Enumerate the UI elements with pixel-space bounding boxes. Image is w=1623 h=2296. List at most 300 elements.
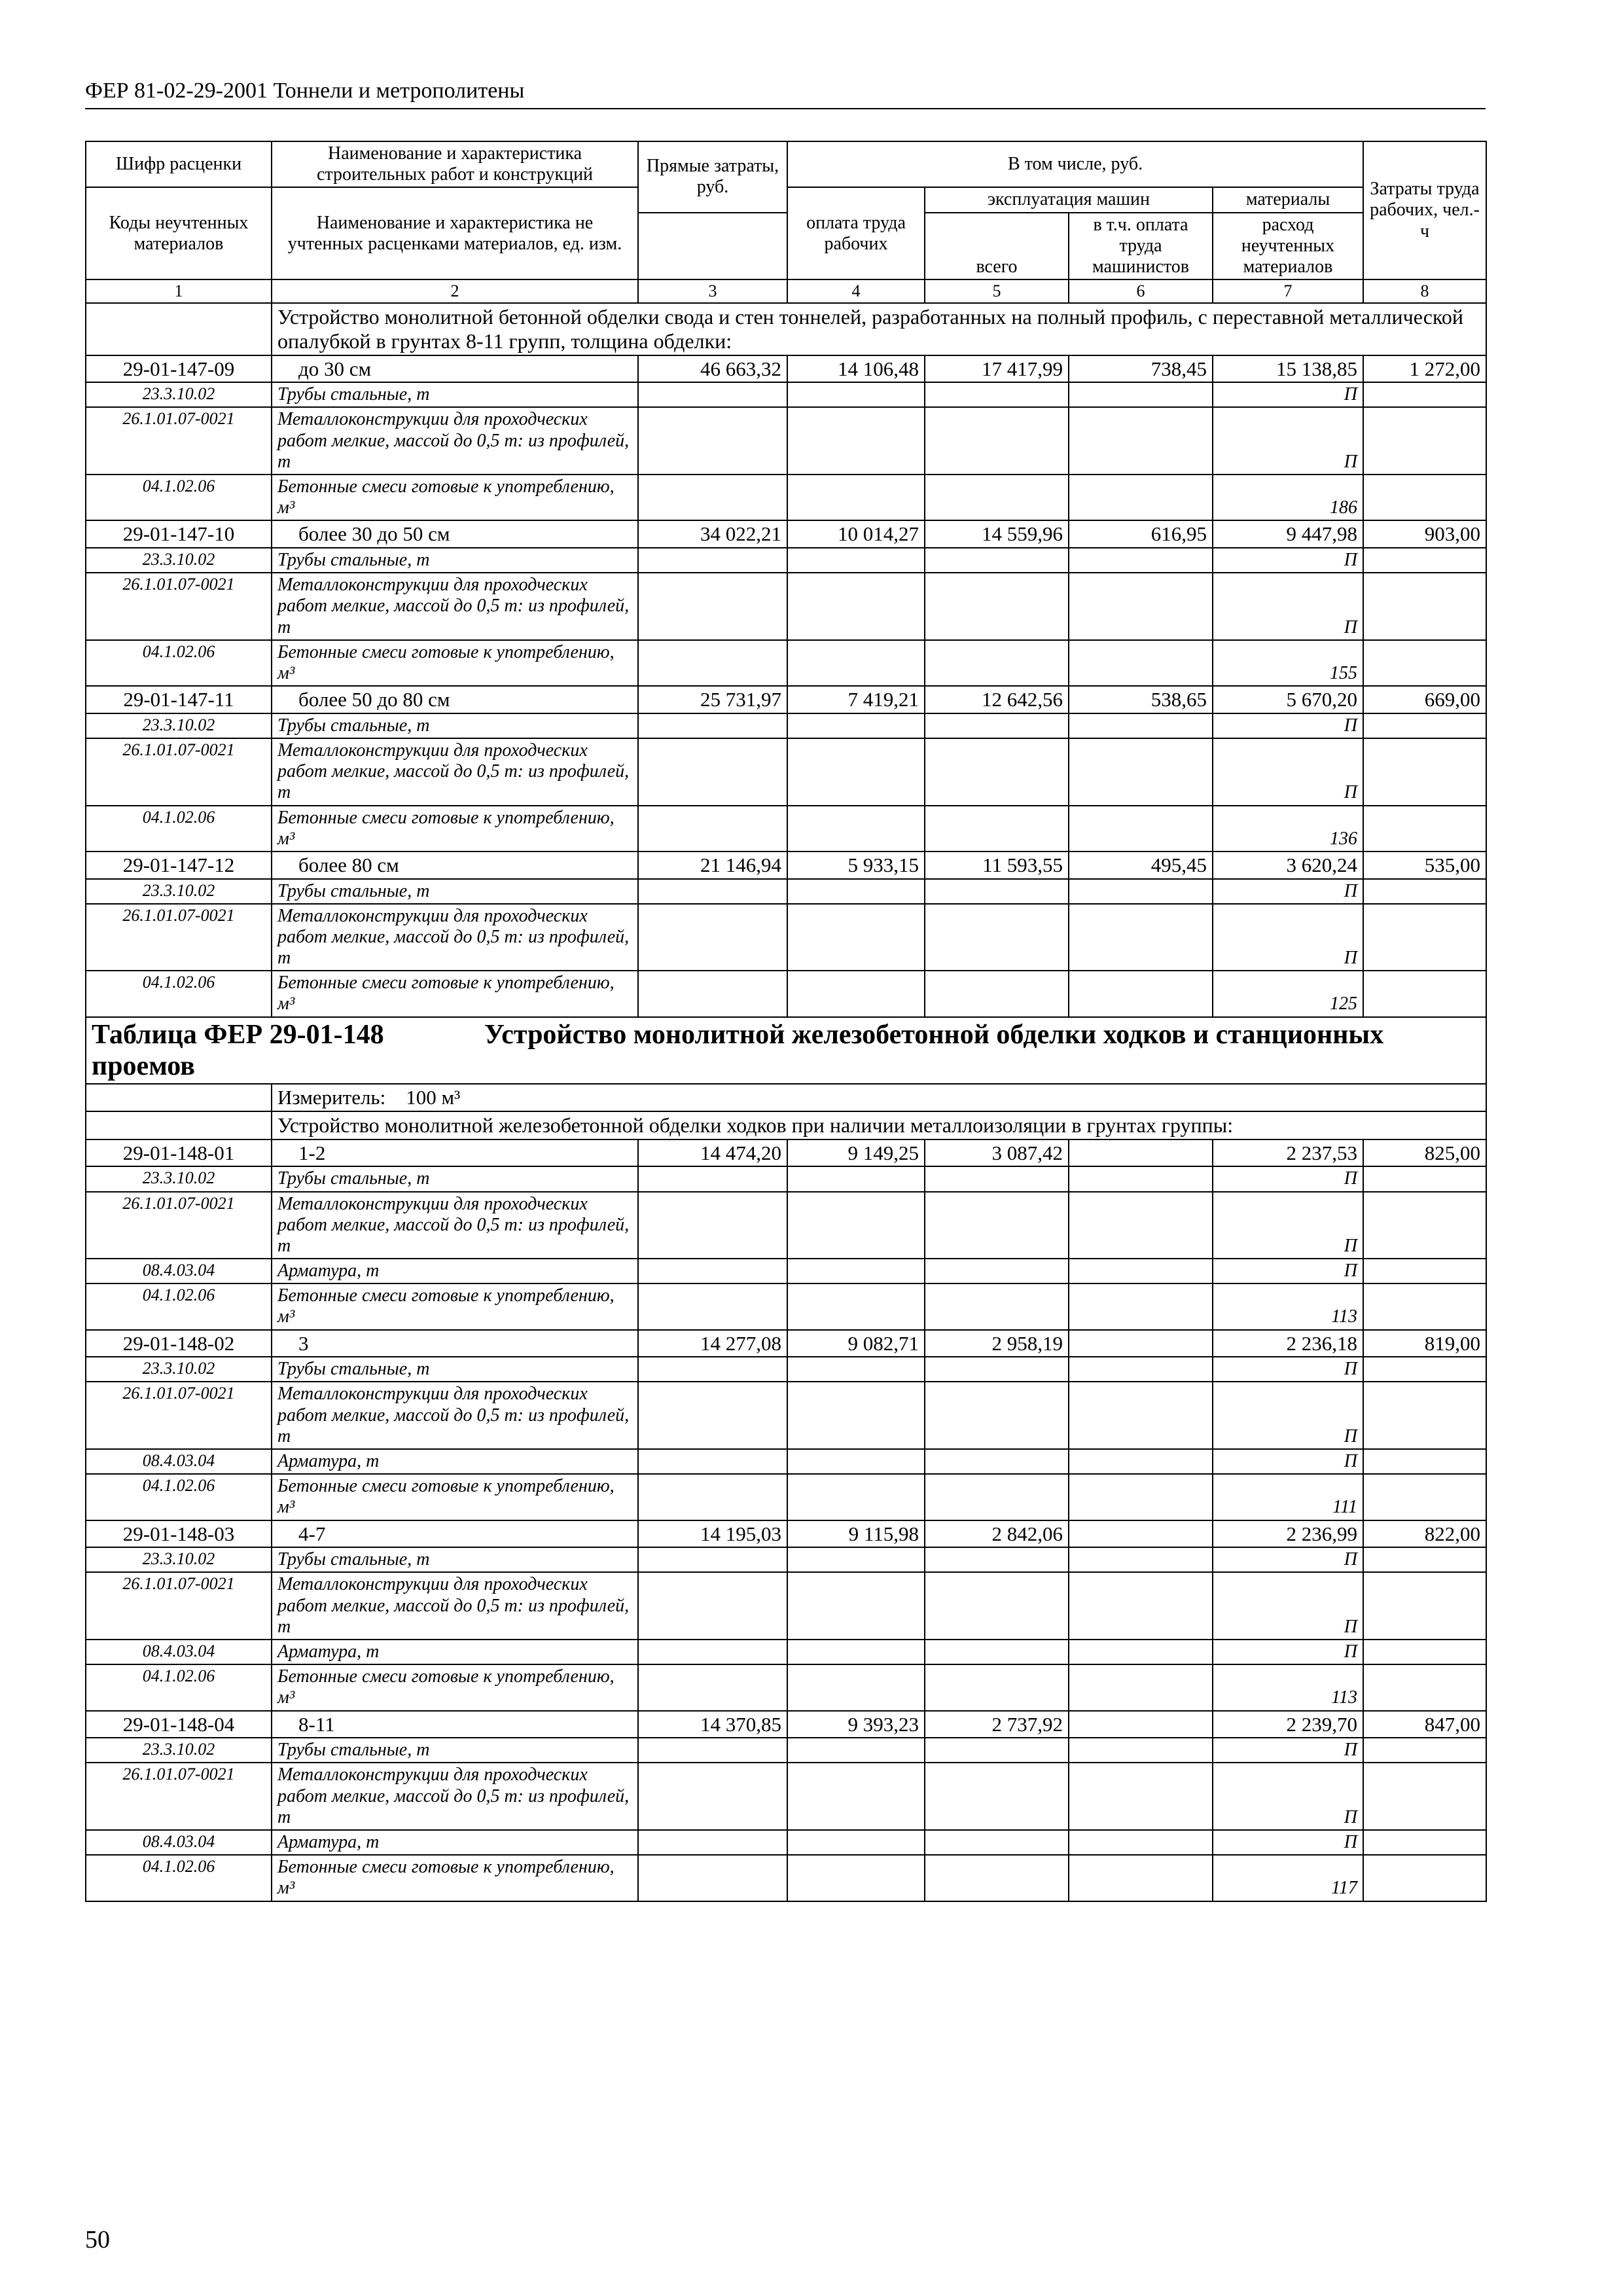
wages-cost: 10 014,27 (787, 520, 925, 548)
empty-cell (787, 1192, 925, 1259)
material-code: 04.1.02.06 (86, 475, 272, 520)
empty-cell (638, 971, 787, 1016)
material-code: 26.1.01.07-0021 (86, 1382, 272, 1449)
rate-code: 29-01-147-10 (86, 520, 272, 548)
material-code: 04.1.02.06 (86, 1664, 272, 1710)
material-use: П (1213, 1166, 1363, 1191)
empty-cell (787, 475, 925, 520)
material-code: 26.1.01.07-0021 (86, 1763, 272, 1830)
material-row (86, 1449, 1486, 1474)
empty-cell (925, 548, 1069, 573)
material-code: 26.1.01.07-0021 (86, 1192, 272, 1259)
rate-code: 29-01-147-12 (86, 852, 272, 879)
empty-cell (638, 1664, 787, 1710)
empty-cell (787, 1382, 925, 1449)
empty-cell (787, 1763, 925, 1830)
empty-cell (1069, 1192, 1213, 1259)
col-number: 2 (272, 279, 638, 303)
empty-cell (787, 904, 925, 971)
machinist-wages: 495,45 (1069, 852, 1213, 879)
rate-name: 4-7 (272, 1520, 638, 1548)
col-number: 1 (86, 279, 272, 303)
empty-cell (925, 971, 1069, 1016)
material-row (86, 382, 1486, 407)
empty-cell (1069, 1474, 1213, 1520)
empty-cell (638, 407, 787, 475)
wages-cost: 9 115,98 (787, 1520, 925, 1548)
col-code-top: Шифр расценки (86, 141, 272, 187)
material-use: 186 (1213, 475, 1363, 520)
labor-hours: 819,00 (1363, 1330, 1486, 1357)
material-code: 23.3.10.02 (86, 382, 272, 407)
empty-cell (638, 1259, 787, 1283)
empty-cell (1363, 1259, 1486, 1283)
material-name: Арматура, т (272, 1449, 638, 1474)
material-name: Трубы стальные, т (272, 713, 638, 738)
price-table (85, 141, 1487, 1902)
empty-cell (925, 1572, 1069, 1640)
materials-cost: 2 236,18 (1213, 1330, 1363, 1357)
empty-cell (925, 1855, 1069, 1901)
empty-cell (1363, 1572, 1486, 1640)
material-use: 117 (1213, 1855, 1363, 1901)
empty-cell (925, 904, 1069, 971)
material-row (86, 904, 1486, 971)
empty-cell (787, 640, 925, 686)
machines-total: 11 593,55 (925, 852, 1069, 879)
machinist-wages: 616,95 (1069, 520, 1213, 548)
unit-cell (272, 1084, 1486, 1111)
material-name: Трубы стальные, т (272, 1738, 638, 1763)
materials-cost: 2 236,99 (1213, 1520, 1363, 1548)
empty-cell (787, 806, 925, 852)
material-use: 113 (1213, 1283, 1363, 1329)
machines-total: 14 559,96 (925, 520, 1069, 548)
empty-cell (925, 640, 1069, 686)
rate-name: до 30 см (272, 355, 638, 383)
rate-row (86, 520, 1486, 548)
empty-cell (1363, 806, 1486, 852)
empty-cell (925, 738, 1069, 806)
material-use: П (1213, 1449, 1363, 1474)
material-code: 26.1.01.07-0021 (86, 573, 272, 640)
empty-cell (787, 713, 925, 738)
empty-cell (638, 640, 787, 686)
material-name: Арматура, т (272, 1640, 638, 1664)
material-row (86, 548, 1486, 573)
empty-cell (1069, 1357, 1213, 1382)
material-row (86, 1166, 1486, 1191)
empty-cell (1069, 475, 1213, 520)
empty-cell (638, 382, 787, 407)
rate-name: более 50 до 80 см (272, 686, 638, 713)
material-use: 125 (1213, 971, 1363, 1016)
material-name: Трубы стальные, т (272, 1166, 638, 1191)
empty-cell (1069, 971, 1213, 1016)
empty-cell (638, 1640, 787, 1664)
direct-cost: 34 022,21 (638, 520, 787, 548)
empty-cell (925, 1382, 1069, 1449)
material-code: 23.3.10.02 (86, 1357, 272, 1382)
material-use: П (1213, 879, 1363, 904)
page-number: 50 (85, 2226, 110, 2253)
col-name-top: Наименование и характеристика строительных работ и конструкций (272, 141, 638, 187)
col-mat-use: расход неучтенных материалов (1213, 213, 1363, 280)
col-materials: материалы (1213, 187, 1363, 212)
empty-cell (638, 1166, 787, 1191)
empty-cell (638, 1449, 787, 1474)
empty-cell (1069, 1763, 1213, 1830)
material-use: П (1213, 1572, 1363, 1640)
empty-cell (638, 1572, 787, 1640)
labor-hours: 1 272,00 (1363, 355, 1486, 383)
material-row (86, 1259, 1486, 1283)
material-use: 113 (1213, 1664, 1363, 1710)
empty-cell (787, 1572, 925, 1640)
empty-cell (1363, 1166, 1486, 1191)
material-row (86, 407, 1486, 475)
empty-cell (925, 382, 1069, 407)
empty-cell (1069, 1382, 1213, 1449)
wages-cost: 14 106,48 (787, 355, 925, 383)
material-use: П (1213, 713, 1363, 738)
machinist-wages (1069, 1330, 1213, 1357)
material-name: Трубы стальные, т (272, 1547, 638, 1572)
material-name: Металлоконструкции для проходческих работ мелкие, массой до 0,5 т: из профилей, т (272, 573, 638, 640)
col-mach-total: всего (925, 213, 1069, 280)
empty-cell (787, 1664, 925, 1710)
material-code: 23.3.10.02 (86, 548, 272, 573)
empty-cell (638, 904, 787, 971)
material-name: Металлоконструкции для проходческих работ мелкие, массой до 0,5 т: из профилей, т (272, 1763, 638, 1830)
empty-cell (638, 1547, 787, 1572)
machines-total: 2 842,06 (925, 1520, 1069, 1548)
material-use: П (1213, 1547, 1363, 1572)
empty-cell (1069, 640, 1213, 686)
table-title-number: Таблица ФЕР 29-01-148 (92, 1019, 384, 1050)
empty-cell (787, 1166, 925, 1191)
rate-name: 3 (272, 1330, 638, 1357)
empty-cell (1069, 1830, 1213, 1855)
table-title (86, 1017, 1486, 1085)
empty-cell (1069, 1664, 1213, 1710)
material-name: Бетонные смеси готовые к употреблению, м³ (272, 1283, 638, 1329)
labor-hours: 903,00 (1363, 520, 1486, 548)
material-name: Бетонные смеси готовые к употреблению, м³ (272, 971, 638, 1016)
material-code: 26.1.01.07-0021 (86, 1572, 272, 1640)
direct-cost: 14 195,03 (638, 1520, 787, 1548)
col-number: 4 (787, 279, 925, 303)
empty-cell (1069, 573, 1213, 640)
material-name: Бетонные смеси готовые к употреблению, м³ (272, 475, 638, 520)
section-title: Устройство монолитной железобетонной обделки ходков при наличии металлоизоляции в грунтах группы: (272, 1111, 1486, 1139)
direct-cost: 14 277,08 (638, 1330, 787, 1357)
rate-row (86, 686, 1486, 713)
material-use: П (1213, 1192, 1363, 1259)
material-code: 23.3.10.02 (86, 713, 272, 738)
empty-cell (1363, 1763, 1486, 1830)
material-name: Бетонные смеси готовые к употреблению, м³ (272, 806, 638, 852)
material-row (86, 1830, 1486, 1855)
material-row (86, 1572, 1486, 1640)
col-incl: В том числе, руб. (787, 141, 1363, 187)
material-code: 23.3.10.02 (86, 1166, 272, 1191)
empty-cell (1069, 1640, 1213, 1664)
material-use: П (1213, 1382, 1363, 1449)
empty-cell (1069, 1572, 1213, 1640)
empty-cell (1069, 1547, 1213, 1572)
material-name: Металлоконструкции для проходческих работ мелкие, массой до 0,5 т: из профилей, т (272, 904, 638, 971)
rate-row (86, 1330, 1486, 1357)
empty-cell (638, 1738, 787, 1763)
material-row (86, 738, 1486, 806)
empty-cell (638, 475, 787, 520)
col-direct: Прямые затраты, руб. (638, 141, 787, 213)
empty-cell (925, 1192, 1069, 1259)
material-row (86, 806, 1486, 852)
wages-cost: 9 393,23 (787, 1711, 925, 1738)
material-row (86, 1738, 1486, 1763)
empty-cell (925, 1449, 1069, 1474)
empty-cell (1363, 713, 1486, 738)
rate-name: более 30 до 50 см (272, 520, 638, 548)
material-row (86, 1357, 1486, 1382)
empty-cell (787, 1259, 925, 1283)
empty-cell (925, 879, 1069, 904)
machines-total: 17 417,99 (925, 355, 1069, 383)
material-row (86, 1283, 1486, 1329)
empty-cell (925, 407, 1069, 475)
labor-hours: 535,00 (1363, 852, 1486, 879)
material-row (86, 713, 1486, 738)
empty-cell (638, 1357, 787, 1382)
material-row (86, 1640, 1486, 1664)
empty-cell (1363, 1449, 1486, 1474)
material-code: 23.3.10.02 (86, 879, 272, 904)
material-code: 04.1.02.06 (86, 806, 272, 852)
material-code: 08.4.03.04 (86, 1830, 272, 1855)
wages-cost: 9 149,25 (787, 1139, 925, 1167)
material-name: Металлоконструкции для проходческих работ мелкие, массой до 0,5 т: из профилей, т (272, 1192, 638, 1259)
labor-hours: 825,00 (1363, 1139, 1486, 1167)
material-name: Металлоконструкции для проходческих работ мелкие, массой до 0,5 т: из профилей, т (272, 1382, 638, 1449)
rate-code: 29-01-147-09 (86, 355, 272, 383)
rate-row (86, 852, 1486, 879)
empty-cell (86, 1084, 272, 1111)
empty-cell (925, 1547, 1069, 1572)
empty-cell (787, 1474, 925, 1520)
empty-cell (925, 1166, 1069, 1191)
empty-cell (1069, 879, 1213, 904)
empty-cell (638, 1830, 787, 1855)
rate-row (86, 355, 1486, 383)
col-number: 3 (638, 279, 787, 303)
labor-hours: 847,00 (1363, 1711, 1486, 1738)
material-code: 04.1.02.06 (86, 1283, 272, 1329)
wages-cost: 9 082,71 (787, 1330, 925, 1357)
direct-cost: 14 474,20 (638, 1139, 787, 1167)
direct-cost: 46 663,32 (638, 355, 787, 383)
empty-cell (1363, 1547, 1486, 1572)
empty-cell (1363, 1283, 1486, 1329)
section-title: Устройство монолитной бетонной обделки свода и стен тоннелей, разработанных на полный профиль, с переставной металлической опалубкой в грунтах 8-11 групп, толщина обделки: (272, 303, 1486, 355)
material-code: 26.1.01.07-0021 (86, 738, 272, 806)
empty-cell (1363, 738, 1486, 806)
empty-cell (638, 1192, 787, 1259)
table-title-text: Устройство монолитной железобетонной обделки ходков и станционных проемов (92, 1019, 1384, 1081)
material-row (86, 573, 1486, 640)
materials-cost: 5 670,20 (1213, 686, 1363, 713)
empty-cell (1069, 1166, 1213, 1191)
material-row (86, 1474, 1486, 1520)
material-code: 23.3.10.02 (86, 1738, 272, 1763)
rate-name: 1-2 (272, 1139, 638, 1167)
material-row (86, 1855, 1486, 1901)
machinist-wages (1069, 1139, 1213, 1167)
rate-code: 29-01-148-04 (86, 1711, 272, 1738)
empty-cell (787, 1283, 925, 1329)
material-use: П (1213, 1738, 1363, 1763)
empty-cell (1069, 738, 1213, 806)
empty-cell (1069, 1259, 1213, 1283)
materials-cost: 2 239,70 (1213, 1711, 1363, 1738)
empty-cell (1069, 1738, 1213, 1763)
empty-cell (925, 1763, 1069, 1830)
empty-cell (925, 713, 1069, 738)
material-row (86, 879, 1486, 904)
empty-cell (787, 1357, 925, 1382)
machines-total: 3 087,42 (925, 1139, 1069, 1167)
material-row (86, 1664, 1486, 1710)
empty-cell (1363, 475, 1486, 520)
header-rule (85, 108, 1486, 109)
empty-cell (787, 573, 925, 640)
col-labor: Затраты труда рабочих, чел.-ч (1363, 141, 1486, 279)
material-use: 155 (1213, 640, 1363, 686)
table-title-row (86, 1017, 1486, 1085)
material-name: Металлоконструкции для проходческих работ мелкие, массой до 0,5 т: из профилей, т (272, 738, 638, 806)
material-name: Металлоконструкции для проходческих работ мелкие, массой до 0,5 т: из профилей, т (272, 1572, 638, 1640)
direct-cost: 21 146,94 (638, 852, 787, 879)
empty-cell (1363, 548, 1486, 573)
empty-cell (1363, 1474, 1486, 1520)
direct-cost: 25 731,97 (638, 686, 787, 713)
machines-total: 2 958,19 (925, 1330, 1069, 1357)
empty-cell (1363, 573, 1486, 640)
material-name: Трубы стальные, т (272, 382, 638, 407)
col-wages: оплата труда рабочих (787, 187, 925, 279)
material-code: 04.1.02.06 (86, 640, 272, 686)
rate-code: 29-01-148-01 (86, 1139, 272, 1167)
empty-cell (638, 879, 787, 904)
empty-cell (638, 738, 787, 806)
empty-cell (1069, 407, 1213, 475)
machinist-wages (1069, 1520, 1213, 1548)
material-use: П (1213, 1830, 1363, 1855)
material-row (86, 1763, 1486, 1830)
material-use: П (1213, 548, 1363, 573)
rate-name: 8-11 (272, 1711, 638, 1738)
empty-cell (638, 806, 787, 852)
empty-cell (925, 1664, 1069, 1710)
empty-cell (787, 1738, 925, 1763)
empty-cell (925, 475, 1069, 520)
material-name: Бетонные смеси готовые к употреблению, м³ (272, 1474, 638, 1520)
rate-row (86, 1711, 1486, 1738)
section-row (86, 1111, 1486, 1139)
empty-cell (638, 1763, 787, 1830)
empty-cell (1363, 382, 1486, 407)
material-code: 26.1.01.07-0021 (86, 407, 272, 475)
empty-cell (1363, 904, 1486, 971)
empty-cell (787, 1855, 925, 1901)
material-name: Металлоконструкции для проходческих работ мелкие, массой до 0,5 т: из профилей, т (272, 407, 638, 475)
material-code: 08.4.03.04 (86, 1449, 272, 1474)
machines-total: 12 642,56 (925, 686, 1069, 713)
material-use: П (1213, 904, 1363, 971)
empty-cell (787, 1449, 925, 1474)
rate-row (86, 1139, 1486, 1167)
materials-cost: 15 138,85 (1213, 355, 1363, 383)
material-row (86, 1192, 1486, 1259)
material-use: П (1213, 738, 1363, 806)
material-row (86, 475, 1486, 520)
empty-cell (638, 548, 787, 573)
empty-cell (638, 1474, 787, 1520)
material-row (86, 1547, 1486, 1572)
rate-code: 29-01-148-02 (86, 1330, 272, 1357)
col-number: 7 (1213, 279, 1363, 303)
empty-cell (1069, 548, 1213, 573)
empty-cell (1363, 1830, 1486, 1855)
spacer (385, 1086, 406, 1109)
empty-cell (638, 1283, 787, 1329)
labor-hours: 669,00 (1363, 686, 1486, 713)
col-name-bottom: Наименование и характеристика не учтенных расценками материалов, ед. изм. (272, 187, 638, 279)
empty-cell (925, 1259, 1069, 1283)
material-use: 111 (1213, 1474, 1363, 1520)
empty-cell (1069, 1855, 1213, 1901)
empty-cell (1069, 806, 1213, 852)
empty-cell (1363, 640, 1486, 686)
material-name: Арматура, т (272, 1259, 638, 1283)
machines-total: 2 737,92 (925, 1711, 1069, 1738)
material-use: П (1213, 1763, 1363, 1830)
empty-cell (787, 879, 925, 904)
empty-cell (638, 1382, 787, 1449)
rate-code: 29-01-147-11 (86, 686, 272, 713)
material-name: Арматура, т (272, 1830, 638, 1855)
rate-code: 29-01-148-03 (86, 1520, 272, 1548)
material-use: П (1213, 1640, 1363, 1664)
empty-cell (925, 1830, 1069, 1855)
empty-cell (1363, 1382, 1486, 1449)
col-number: 6 (1069, 279, 1213, 303)
material-row (86, 1382, 1486, 1449)
material-code: 04.1.02.06 (86, 971, 272, 1016)
labor-hours: 822,00 (1363, 1520, 1486, 1548)
empty-cell (925, 573, 1069, 640)
col-code-bottom: Коды неучтенных материалов (86, 187, 272, 279)
empty-cell (1363, 971, 1486, 1016)
header-row-1 (86, 141, 1486, 187)
empty-cell (1069, 713, 1213, 738)
empty-cell (787, 382, 925, 407)
empty-cell (925, 1283, 1069, 1329)
empty-cell (1363, 1664, 1486, 1710)
empty-cell (86, 1111, 272, 1139)
empty-cell (787, 548, 925, 573)
